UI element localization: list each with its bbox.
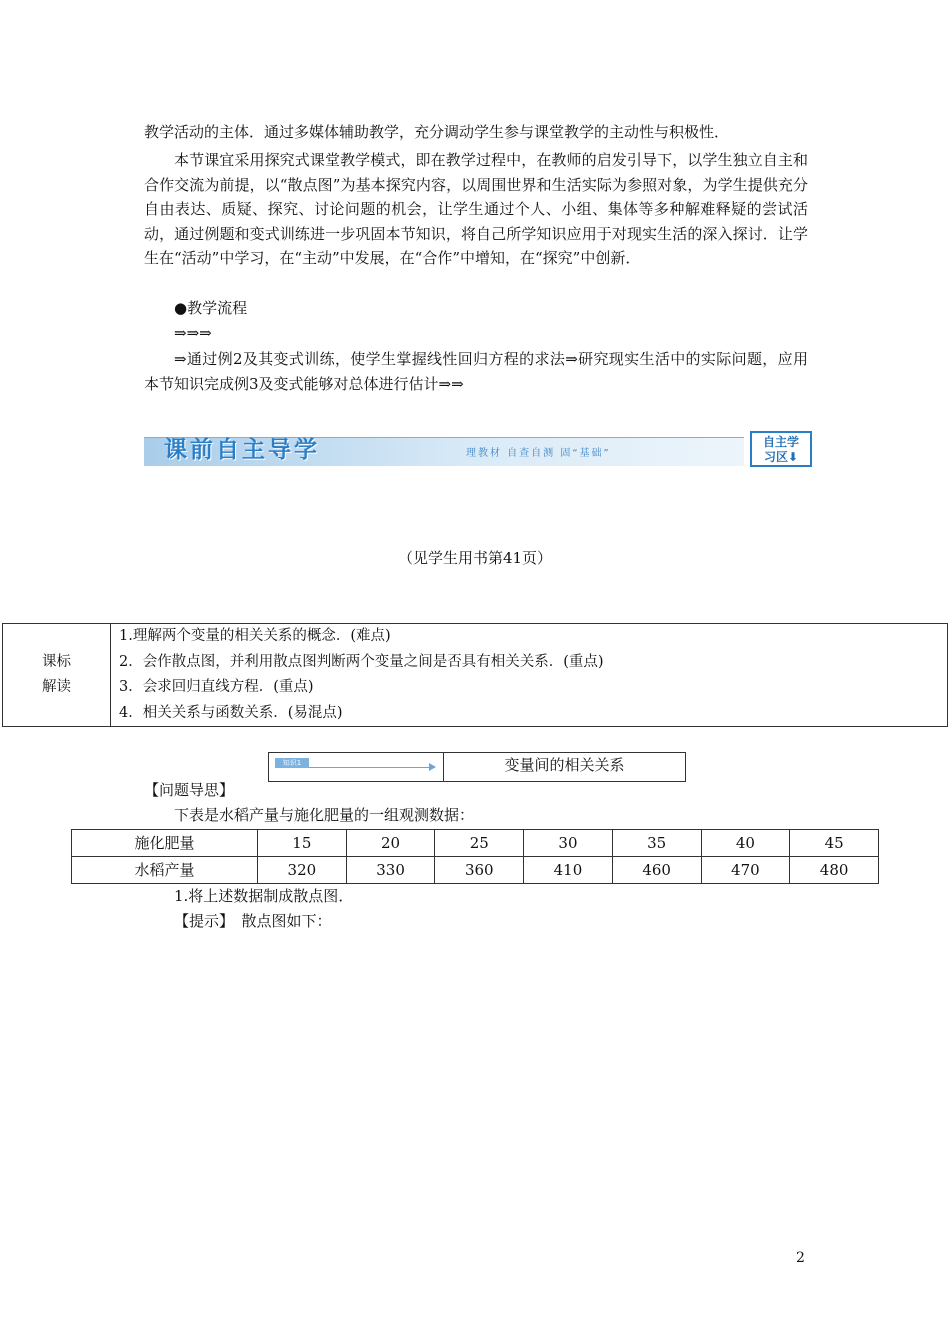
banner-slogan: 理教材 自查自测 固“基础”	[466, 448, 611, 459]
badge-line-1: 自主学	[762, 435, 799, 449]
table-cell: 35	[612, 830, 701, 857]
table-cell: 410	[524, 857, 613, 884]
row-header: 施化肥量	[72, 830, 258, 857]
guide-intro: 下表是水稻产量与施化肥量的一组观测数据：	[174, 806, 475, 824]
flow-heading: ●教学流程	[174, 299, 248, 317]
flow-text: ⇒通过例2及其变式训练，使学生掌握线性回归方程的求法⇒研究现实生活中的实际问题，应用本节知识完成例3及变式能够对总体进行估计⇒⇒	[144, 350, 808, 393]
table-cell: 320	[258, 857, 347, 884]
section-tag: 知识1	[275, 758, 309, 768]
book-reference: （见学生用书第41页）	[397, 549, 553, 567]
objectives-label-line-1: 课标	[42, 654, 71, 670]
page-number: 2	[796, 1250, 805, 1266]
arrow-line	[309, 767, 433, 768]
guide-heading: 【问题导思】	[144, 781, 235, 799]
objective-item: 4．相关关系与函数关系．(易混点)	[119, 704, 343, 721]
section-tag-cell	[269, 753, 444, 781]
table-row	[72, 857, 879, 884]
objectives-table	[2, 623, 948, 727]
table-cell: 460	[612, 857, 701, 884]
banner-badge	[750, 431, 812, 467]
badge-line-2: 习区⬇	[763, 450, 799, 464]
hint: 【提示】 散点图如下：	[174, 912, 332, 930]
table-cell: 20	[346, 830, 435, 857]
objectives-list	[111, 624, 948, 727]
objective-item: 1.理解两个变量的相关关系的概念．(难点)	[119, 628, 391, 644]
table-cell: 480	[790, 857, 879, 884]
objectives-label-line-2: 解读	[42, 679, 71, 695]
objectives-label	[3, 624, 111, 727]
table-cell: 25	[435, 830, 524, 857]
table-cell: 30	[524, 830, 613, 857]
table-row	[72, 830, 879, 857]
section-banner	[144, 431, 816, 469]
objective-item: 3．会求回归直线方程．(重点)	[119, 679, 314, 695]
data-table	[71, 829, 879, 884]
section-title: 变量间的相关关系	[504, 756, 625, 774]
table-cell: 330	[346, 857, 435, 884]
table-cell: 15	[258, 830, 347, 857]
table-cell: 360	[435, 857, 524, 884]
table-cell: 45	[790, 830, 879, 857]
row-header: 水稻产量	[72, 857, 258, 884]
body-paragraph-2: 本节课宜采用探究式课堂教学模式，即在教学过程中，在教师的启发引导下，以学生独立自主和合作交流为前提，以“散点图”为基本探究内容，以周围世界和生活实际为参照对象，为学生提供充分自由表达、质疑、探究、讨论问题的机会，让学生通过个人、小组、集体等多种解难释疑的尝试活动，通过例题和变式训练进一步巩固本节知识，将自己所学知识应用于对现实生活的深入探讨．让学生在“活动”中学习，在“主动”中发展，在“合作”中增知，在“探究”中创新．	[144, 151, 808, 268]
flow-arrows: ⇒⇒⇒	[174, 324, 212, 342]
table-cell: 40	[701, 830, 790, 857]
table-cell: 470	[701, 857, 790, 884]
question-1: 1.将上述数据制成散点图．	[174, 887, 354, 905]
arrow-right-icon	[429, 763, 436, 771]
banner-title: 课前自主导学	[164, 437, 320, 463]
section-heading-box	[268, 752, 686, 782]
body-paragraph-1: 教学活动的主体．通过多媒体辅助教学，充分调动学生参与课堂教学的主动性与积极性．	[144, 123, 730, 141]
objective-item: 2．会作散点图，并利用散点图判断两个变量之间是否具有相关关系．(重点)	[119, 653, 604, 670]
